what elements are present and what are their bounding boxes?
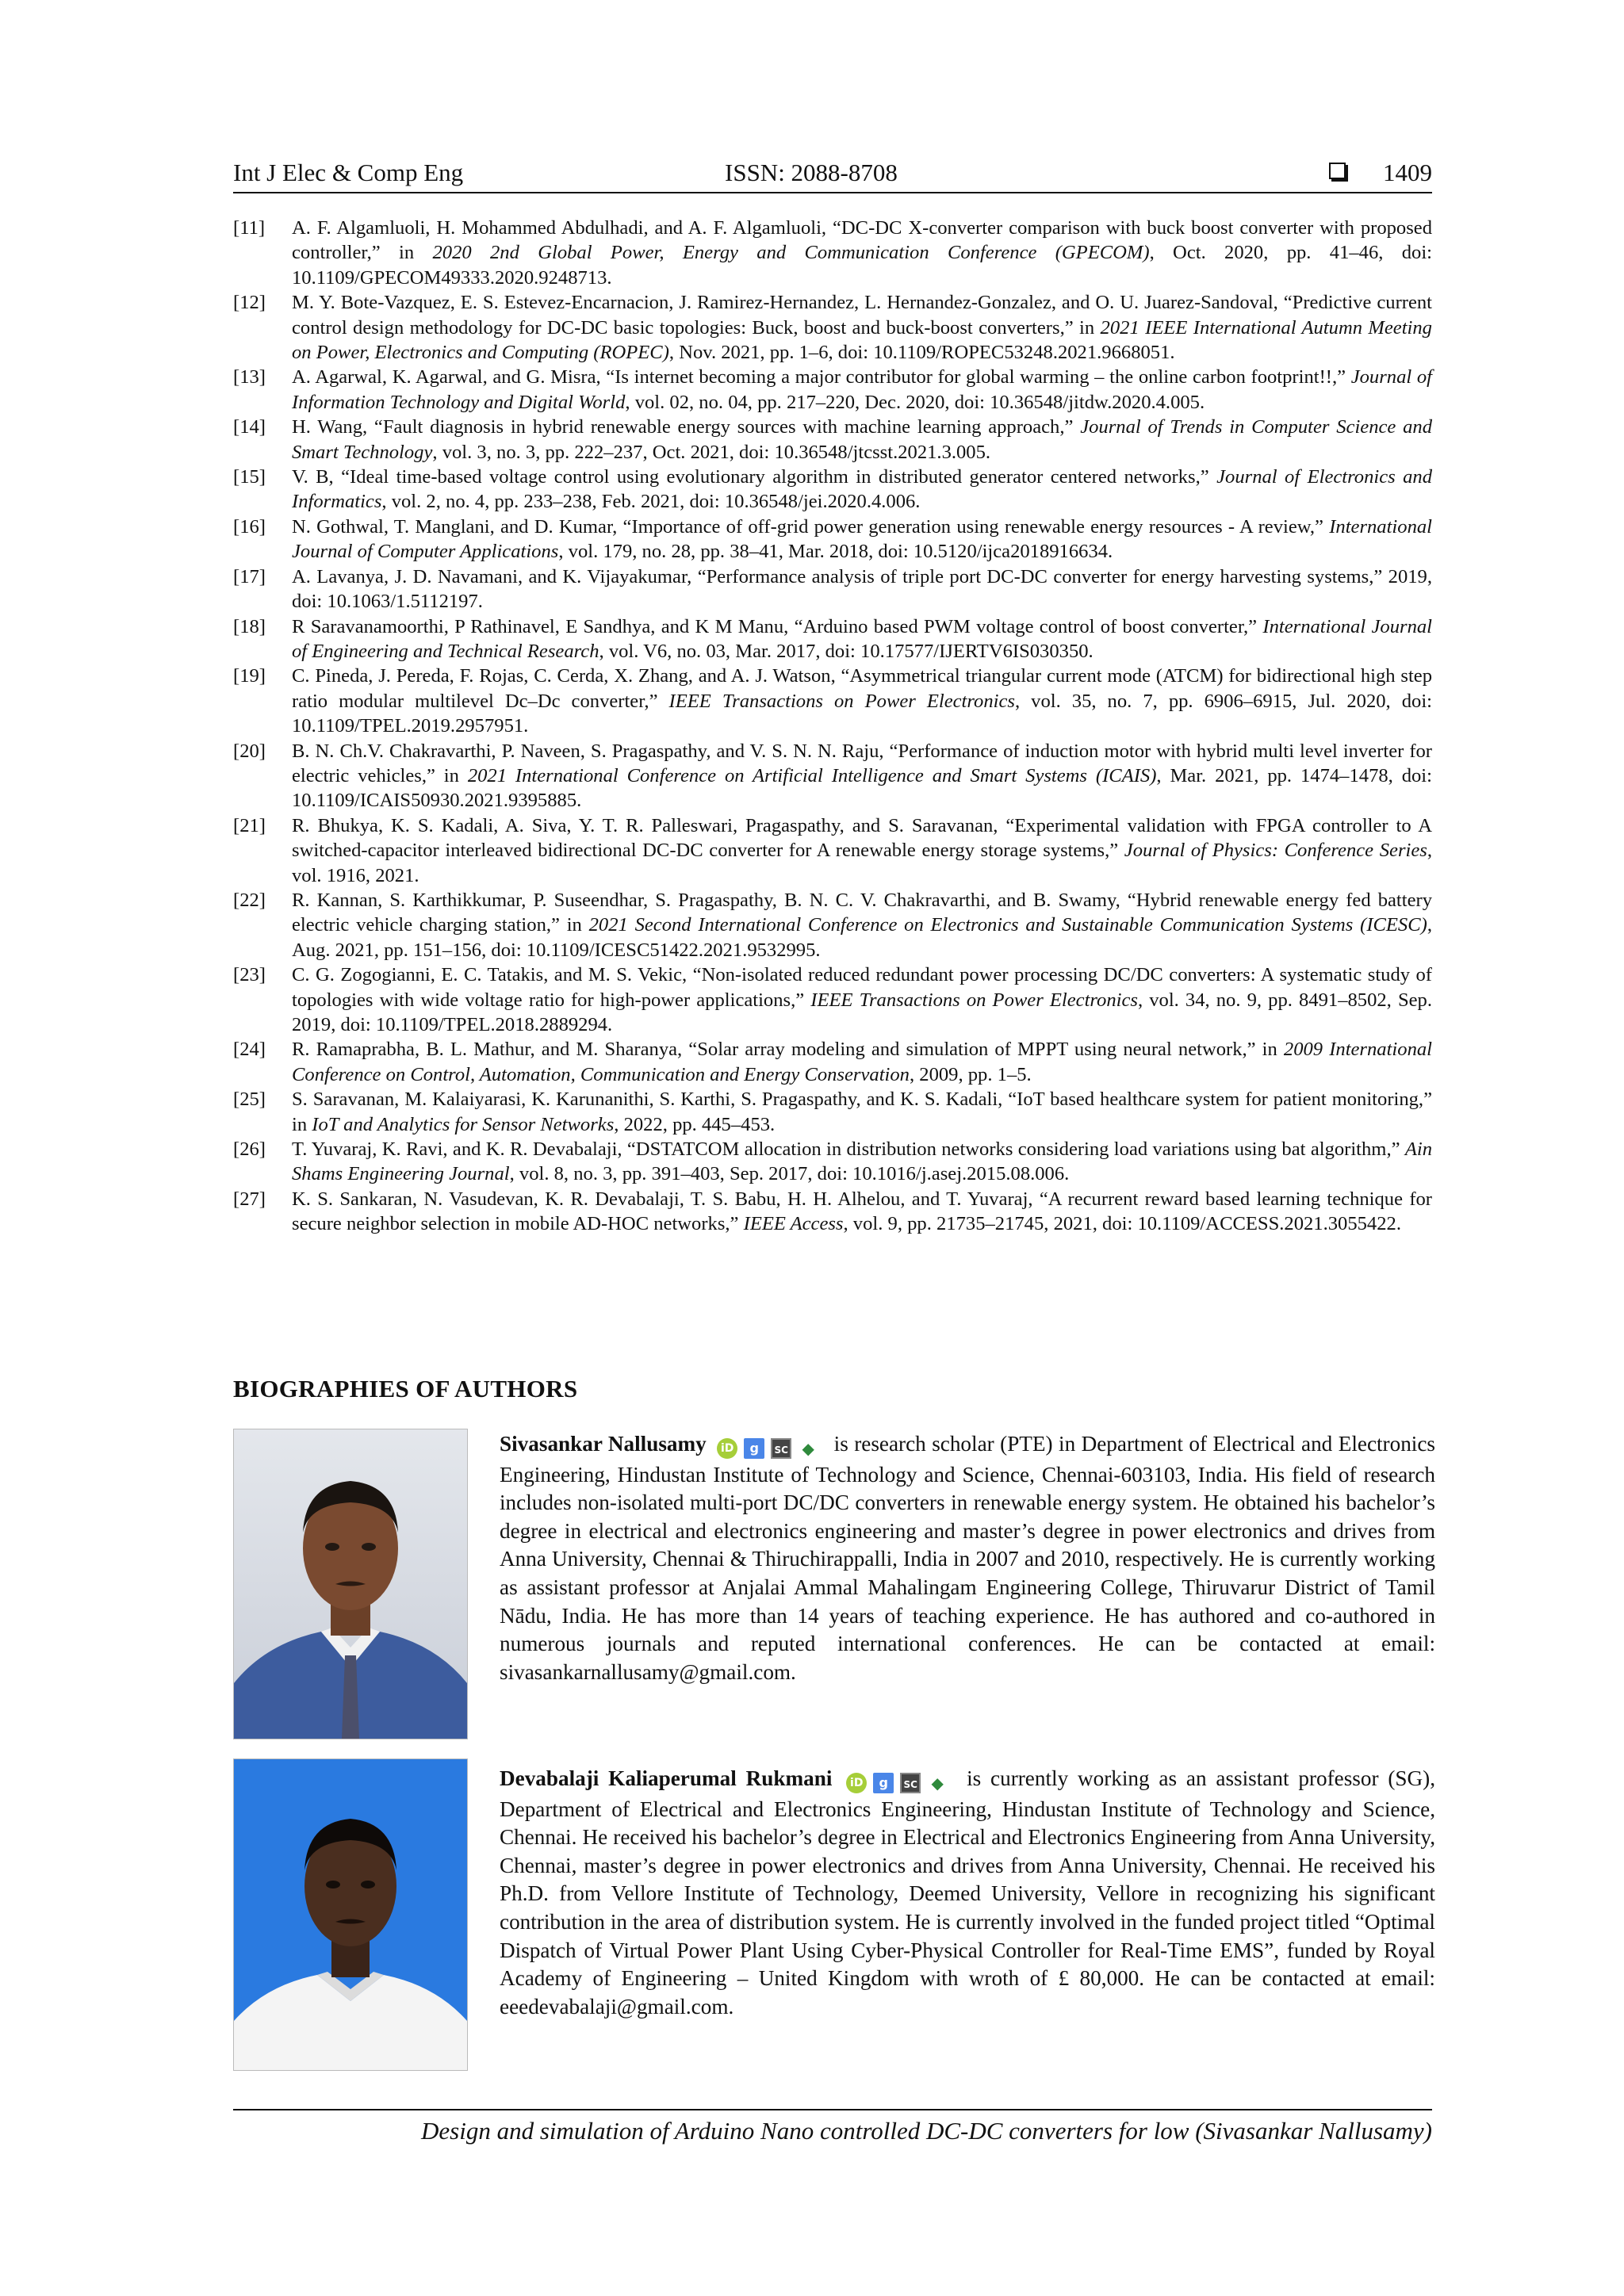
reference-text: , Nov. 2021, pp. 1–6, doi: 10.1109/ROPEC53248.2021.9668051. — [668, 342, 1175, 364]
google-scholar-icon[interactable]: g — [744, 1438, 764, 1459]
reference-item — [233, 664, 1432, 738]
reference-text: B. N. Ch.V. Chakravarthi, P. Naveen, S. Pragaspathy, and V. S. N. N. Raju, “Performance of induction motor with hybrid multi level inverter for electric vehicles,” in — [292, 740, 1432, 786]
reference-venue: IEEE Transactions on Power Electronics — [810, 989, 1138, 1011]
author-photo-1 — [233, 1429, 468, 1739]
reference-item — [233, 962, 1432, 1037]
reference-venue: IEEE Transactions on Power Electronics — [668, 690, 1015, 712]
reference-number: [24] — [233, 1039, 266, 1061]
reference-text: , vol. 1916, 2021. — [292, 840, 1432, 886]
author-name-1: Sivasankar Nallusamy — [500, 1432, 707, 1456]
reference-item — [233, 365, 1432, 415]
reference-item — [233, 290, 1432, 365]
reference-item — [233, 515, 1432, 564]
reference-text: , vol. 2, no. 4, pp. 233–238, Feb. 2021, doi: 10.36548/jei.2020.4.006. — [381, 491, 921, 513]
reference-item — [233, 564, 1432, 614]
reference-text: M. Y. Bote-Vazquez, E. S. Estevez-Encarnacion, J. Ramirez-Hernandez, L. Hernandez-Gonzalez, and O. U. Juarez-Sandoval, “Predictive current control design methodology for DC-DC basic topologies: Buck, boost and buck-boost converters,” in — [292, 292, 1432, 339]
reference-venue: 2021 Second International Conference on Electronics and Sustainable Communication Systems (ICESC) — [588, 914, 1427, 936]
reference-item — [233, 614, 1432, 664]
reference-item — [233, 1087, 1432, 1137]
author-bio-2 — [500, 1765, 1435, 2021]
reference-venue: Journal of Physics: Conference Series — [1124, 840, 1427, 862]
reference-list — [233, 216, 1432, 1237]
reference-text: N. Gothwal, T. Manglani, and D. Kumar, “Importance of off-grid power generation using renewable energy resources - A review,” — [292, 515, 1330, 538]
reference-venue: 2021 International Conference on Artificial Intelligence and Smart Systems (ICAIS) — [467, 764, 1157, 786]
reference-text: , vol. 9, pp. 21735–21745, 2021, doi: 10.1109/ACCESS.2021.3055422. — [843, 1213, 1401, 1235]
reference-text: , Mar. 2021, pp. 1474–1478, doi: 10.1109/ICAIS50930.2021.9395885. — [292, 764, 1432, 812]
reference-item — [233, 415, 1432, 465]
reference-venue: Journal of Information Technology and Digital World — [292, 366, 1433, 413]
reference-text: R Saravanamoorthi, P Rathinavel, E Sandhya, and K M Manu, “Arduino based PWM voltage control of boost converter,” — [292, 615, 1263, 637]
reference-item — [233, 465, 1432, 515]
reference-number: [15] — [233, 466, 266, 488]
reference-venue: Ain Shams Engineering Journal — [292, 1138, 1432, 1185]
reference-text: R. Bhukya, K. S. Kadali, A. Siva, Y. T. R. Palleswari, Pragaspathy, and S. Saravanan, “Experimental validation with FPGA controller to A switched-capacitor interleaved bidirectional DC-DC converter for A renewable energy storage systems,” — [292, 814, 1432, 862]
reference-number: [11] — [233, 217, 266, 239]
author-name-2: Devabalaji Kaliaperumal Rukmani — [500, 1766, 833, 1790]
author-bio-text-1: is research scholar (PTE) in Department of Electrical and Electronics Engineering, Hindustan Institute of Technology and Science, Chennai-603103, India. His field of research includes non-isolated multi-port DC/DC converters in renewable energy system. He obtained his bachelor’s degree in electrical and electronics engineering and master’s degree in power electronics and drives from Anna University, Chennai & Thiruchirappalli, India in 2007 and 2010, respectively. He is currently working as assistant professor at Anjalai Ammal Mahalingam Engineering College, Thiruvarur District of Tamil Nādu, India. He has more than 14 years of teaching experience. He has authored and co-authored in numerous journals and reputed international conferences. He can be contacted at email: sivasankarnallusamy@gmail.com. — [500, 1432, 1436, 1684]
reference-text: , vol. 34, no. 9, pp. 8491–8502, Sep. 2019, doi: 10.1109/TPEL.2018.2889294. — [292, 989, 1432, 1035]
reference-number: [21] — [233, 814, 266, 836]
reference-text: S. Saravanan, M. Kalaiyarasi, K. Karunanithi, S. Karthi, S. Pragaspathy, and K. S. Kadali, “IoT based healthcare system for patient monitoring,” in — [292, 1089, 1432, 1135]
running-title: Design and simulation of Arduino Nano controlled DC-DC converters for low (Sivasankar Nallusamy) — [421, 2117, 1432, 2145]
reference-text: R. Kannan, S. Karthikkumar, P. Suseendhar, S. Pragaspathy, B. N. C. V. Chakravarthi, and B. Swamy, “Hybrid renewable energy fed battery electric vehicle charging station,” in — [292, 889, 1432, 936]
reference-item — [233, 1037, 1432, 1087]
reference-text: T. Yuvaraj, K. Ravi, and K. R. Devabalaji, “DSTATCOM allocation in distribution networks considering load variations using bat algorithm,” — [292, 1138, 1405, 1161]
reference-number: [14] — [233, 416, 266, 438]
reference-venue: International Journal of Computer Applications — [292, 515, 1432, 563]
journal-name: Int J Elec & Comp Eng — [233, 159, 464, 186]
reference-text: A. F. Algamluoli, H. Mohammed Abdulhadi, and A. F. Algamluoli, “DC-DC X-converter comparison with buck boost converter with proposed controller,” in — [292, 217, 1432, 264]
reference-venue: 2020 2nd Global Power, Energy and Communication Conference (GPECOM) — [432, 242, 1150, 264]
reference-venue: Journal of Electronics and Informatics — [292, 466, 1432, 513]
issn: ISSN: 2088-8708 — [725, 159, 898, 186]
profile-icons-1 — [717, 1433, 825, 1461]
reference-number: [12] — [233, 292, 266, 314]
reference-venue: IEEE Access — [743, 1213, 844, 1235]
reference-number: [22] — [233, 889, 266, 911]
reference-text: C. G. Zogogianni, E. C. Tatakis, and M. S. Vekic, “Non-isolated reduced redundant power processing DC/DC converters: A systematic study of topologies with wide voltage ratio for high-power applications,” — [292, 964, 1432, 1011]
scopus-icon[interactable]: SC — [900, 1773, 921, 1793]
orcid-icon[interactable]: iD — [846, 1773, 867, 1793]
reference-text: , vol. 02, no. 04, pp. 217–220, Dec. 2020, doi: 10.36548/jitdw.2020.4.005. — [625, 391, 1205, 413]
reference-number: [26] — [233, 1138, 266, 1161]
reference-number: [18] — [233, 615, 266, 637]
reference-venue: 2009 International Conference on Control, Automation, Communication and Energy Conservation — [292, 1039, 1432, 1085]
reference-number: [19] — [233, 665, 266, 687]
page-header — [233, 155, 1432, 190]
reference-item — [233, 888, 1432, 962]
reference-number: [27] — [233, 1188, 266, 1210]
reference-text: , vol. V6, no. 03, Mar. 2017, doi: 10.17577/IJERTV6IS030350. — [599, 640, 1094, 662]
biographies-heading: BIOGRAPHIES OF AUTHORS — [233, 1375, 578, 1402]
reference-venue: International Journal of Engineering and Technical Research — [292, 615, 1432, 662]
page-number: 1409 — [1383, 159, 1432, 186]
author-bio-text-2: is currently working as an assistant professor (SG), Department of Electrical and Electronics Engineering, Hindustan Institute of Technology and Science, Chennai. He received his bachelor’s degree in Electrical and Electronics Engineering from Anna University, Chennai, master’s degree in power electronics and drives from Anna University, Chennai. He received his Ph.D. from Vellore Institute of Technology, Deemed University, Vellore in recognizing his significant contribution in the area of distribution system. He is currently involved in the funded project titled “Optimal Dispatch of Virtual Power Plant Using Cyber-Physical Controller for Real-Time EMS”, funded by Royal Academy of Engineering – United Kingdom with wroth of £ 80,000. He can be contacted at email: eeedevabalaji@gmail.com. — [500, 1766, 1436, 2019]
reference-text: , 2022, pp. 445–453. — [614, 1113, 776, 1135]
reference-item — [233, 813, 1432, 888]
reference-text: R. Ramaprabha, B. L. Mathur, and M. Sharanya, “Solar array modeling and simulation of MPPT using neural network,” in — [292, 1039, 1284, 1061]
scopus-icon[interactable]: SC — [771, 1438, 791, 1459]
web-of-science-icon[interactable]: ◆ — [802, 1438, 814, 1458]
reference-text: A. Lavanya, J. D. Navamani, and K. Vijayakumar, “Performance analysis of triple port DC-DC converter for energy harvesting systems,” 2019, doi: 10.1063/1.5112197. — [292, 565, 1432, 613]
reference-text: , Oct. 2020, pp. 41–46, doi: 10.1109/GPECOM49333.2020.9248713. — [292, 242, 1433, 289]
reference-number: [25] — [233, 1089, 266, 1111]
reference-text: V. B, “Ideal time-based voltage control using evolutionary algorithm in distributed generator centered networks,” — [292, 466, 1217, 488]
reference-number: [23] — [233, 964, 266, 986]
reference-venue: 2021 IEEE International Autumn Meeting on Power, Electronics and Computing (ROPEC) — [292, 316, 1432, 364]
reference-venue: Journal of Trends in Computer Science and Smart Technology — [292, 416, 1432, 463]
reference-item — [233, 739, 1432, 813]
author-photo-2 — [233, 1758, 468, 2071]
author-bio-1 — [500, 1430, 1435, 1686]
reference-text: A. Agarwal, K. Agarwal, and G. Misra, “Is internet becoming a major contributor for global warming – the online carbon footprint!!,” — [292, 366, 1351, 388]
reference-item — [233, 216, 1432, 290]
reference-number: [20] — [233, 740, 266, 762]
reference-text: , Aug. 2021, pp. 151–156, doi: 10.1109/ICESC51422.2021.9532995. — [292, 914, 1432, 961]
footer-rule — [233, 2109, 1432, 2110]
reference-text: , 2009, pp. 1–5. — [909, 1063, 1032, 1085]
reference-text: , vol. 179, no. 28, pp. 38–41, Mar. 2018, doi: 10.5120/ijca2018916634. — [558, 541, 1113, 563]
reference-text: K. S. Sankaran, N. Vasudevan, K. R. Devabalaji, T. S. Babu, H. H. Alhelou, and T. Yuvaraj, “A recurrent reward based learning technique for secure neighbor selection in mobile AD-HOC networks,” — [292, 1188, 1432, 1235]
reference-number: [13] — [233, 366, 266, 388]
profile-icons-2 — [846, 1767, 954, 1796]
reference-text: H. Wang, “Fault diagnosis in hybrid renewable energy sources with machine learning approach,” — [292, 416, 1081, 438]
header-rule — [233, 192, 1432, 193]
web-of-science-icon[interactable]: ◆ — [931, 1773, 944, 1793]
reference-text: , vol. 8, no. 3, pp. 391–403, Sep. 2017, doi: 10.1016/j.asej.2015.08.006. — [509, 1163, 1070, 1185]
checkbox-square-icon — [1329, 163, 1346, 179]
reference-number: [16] — [233, 515, 266, 538]
reference-venue: IoT and Analytics for Sensor Networks — [312, 1113, 615, 1135]
reference-text: C. Pineda, J. Pereda, F. Rojas, C. Cerda, X. Zhang, and A. J. Watson, “Asymmetrical triangular current mode (ATCM) for bidirectional high step ratio modular multilevel Dc–Dc converter,” — [292, 665, 1432, 712]
orcid-icon[interactable]: iD — [717, 1438, 737, 1459]
reference-text: , vol. 3, no. 3, pp. 222–237, Oct. 2021, doi: 10.36548/jtcsst.2021.3.005. — [432, 441, 991, 463]
google-scholar-icon[interactable]: g — [873, 1773, 894, 1793]
reference-item — [233, 1187, 1432, 1237]
reference-number: [17] — [233, 565, 266, 587]
reference-text: , vol. 35, no. 7, pp. 6906–6915, Jul. 2020, doi: 10.1109/TPEL.2019.2957951. — [292, 690, 1432, 737]
reference-item — [233, 1137, 1432, 1187]
